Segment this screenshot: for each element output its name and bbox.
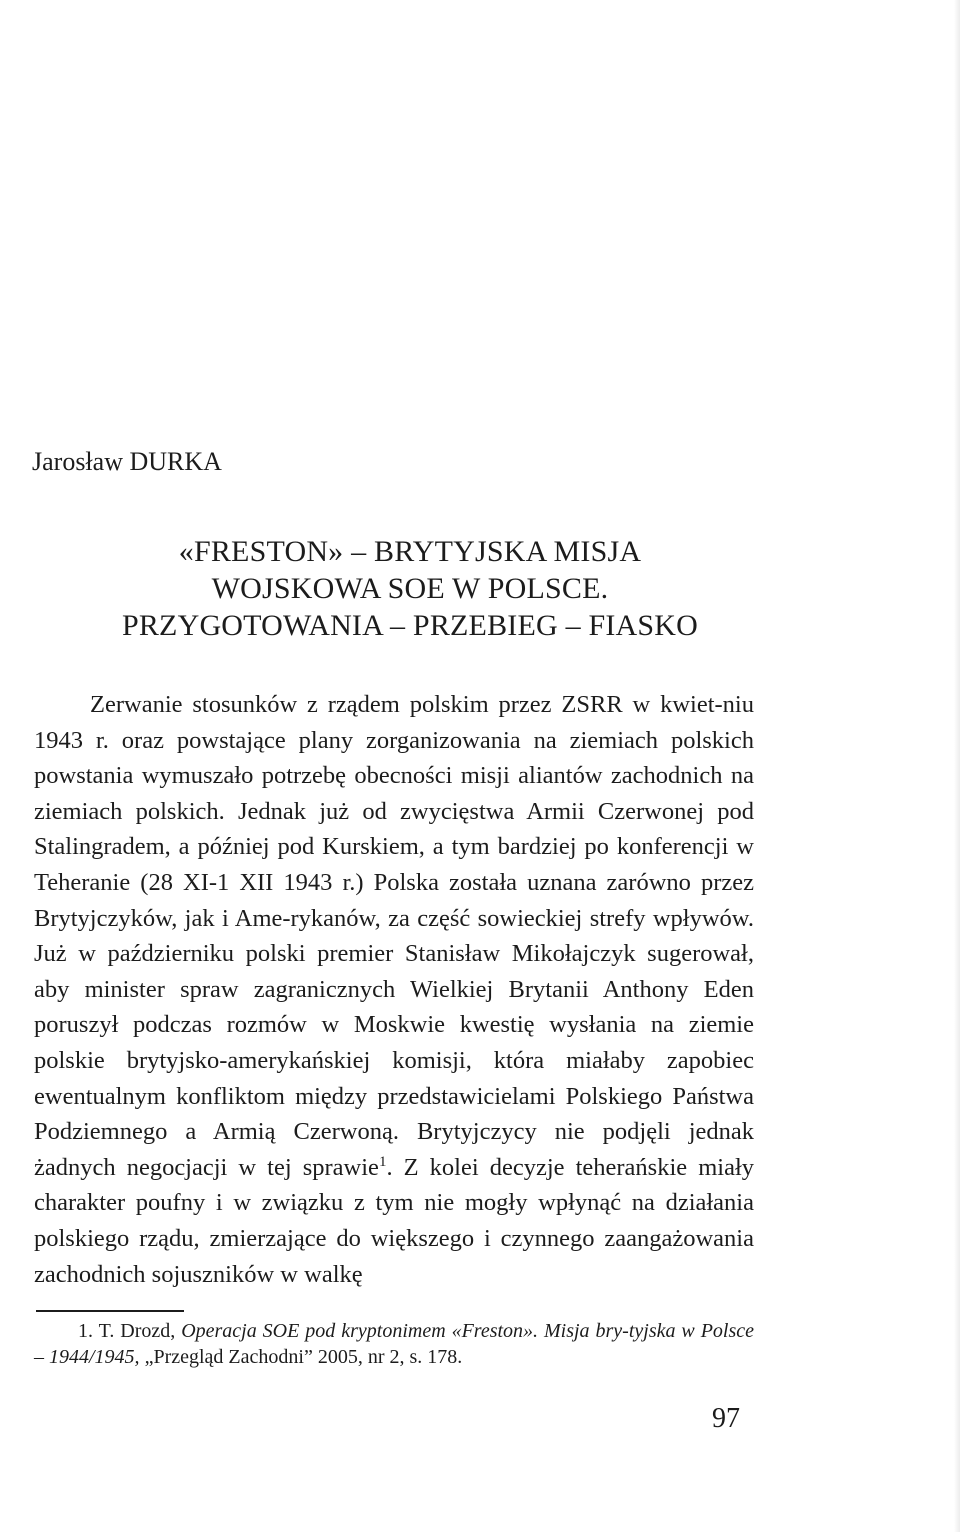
body-text-part-2: . Z kolei decyzje teherańskie miały charakter poufny i w związku z tym nie mogły wpłynąć na działania polskiego rządu, zmierzające do większego i czynnego zaangażowania zachodnich sojuszników w walkę bbox=[34, 1153, 754, 1288]
page-number: 97 bbox=[712, 1403, 740, 1434]
title-line-1: «FRESTON» – BRYTYJSKA MISJA bbox=[178, 535, 642, 568]
article-title bbox=[0, 533, 820, 644]
title-line-2: WOJSKOWA SOE W POLSCE. bbox=[211, 572, 609, 605]
author-name: Jarosław DURKA bbox=[32, 447, 222, 476]
footnote-author: T. Drozd, bbox=[98, 1320, 176, 1342]
footnote-divider bbox=[36, 1310, 184, 1312]
body-paragraph bbox=[34, 687, 754, 1292]
body-text-part-1: Zerwanie stosunków z rządem polskim przez ZSRR w kwiet-niu 1943 r. oraz powstające plany zorganizowania na ziemiach polskich powstania wymuszało potrzebę obecności misji aliantów zachodnich na ziemiach polskich. Jednak już od zwycięstwa Armii Czerwonej pod Stalingradem, a później pod Kurskiem, a tym bardziej po konferencji w Teheranie (28 XI-1 XII 1943 r.) Polska została uznana zarówno przez Brytyjczyków, jak i Ame-rykanów, za część sowieckiej strefy wpływów. Już w październiku polski premier Stanisław Mikołajczyk sugerował, aby minister spraw zagranicznych Wielkiej Brytanii Anthony Eden poruszył podczas rozmów w Moskwie kwestię wysłania na ziemie polskie brytyjsko-amerykańskiej komisji, która miałaby zapobiec ewentualnym konfliktom między przedstawicielami Polskiego Państwa Podziemnego a Armią Czerwoną. Brytyjczycy nie podjęli jednak żadnych negocjacji w tej sprawie bbox=[34, 691, 754, 1181]
footnote bbox=[34, 1318, 754, 1370]
title-line-3: PRZYGOTOWANIA – PRZEBIEG – FIASKO bbox=[121, 609, 699, 642]
footnote-source: „Przegląd Zachodni” 2005, nr 2, s. 178. bbox=[144, 1346, 463, 1368]
footnote-reference[interactable]: 1 bbox=[378, 1153, 387, 1170]
page-edge bbox=[954, 0, 960, 1532]
footnote-number: 1. bbox=[78, 1320, 93, 1342]
footnote-title: Operacja SOE pod kryptonimem «Freston». Misja bry-tyjska w Polsce – 1944/1945, bbox=[34, 1320, 755, 1368]
